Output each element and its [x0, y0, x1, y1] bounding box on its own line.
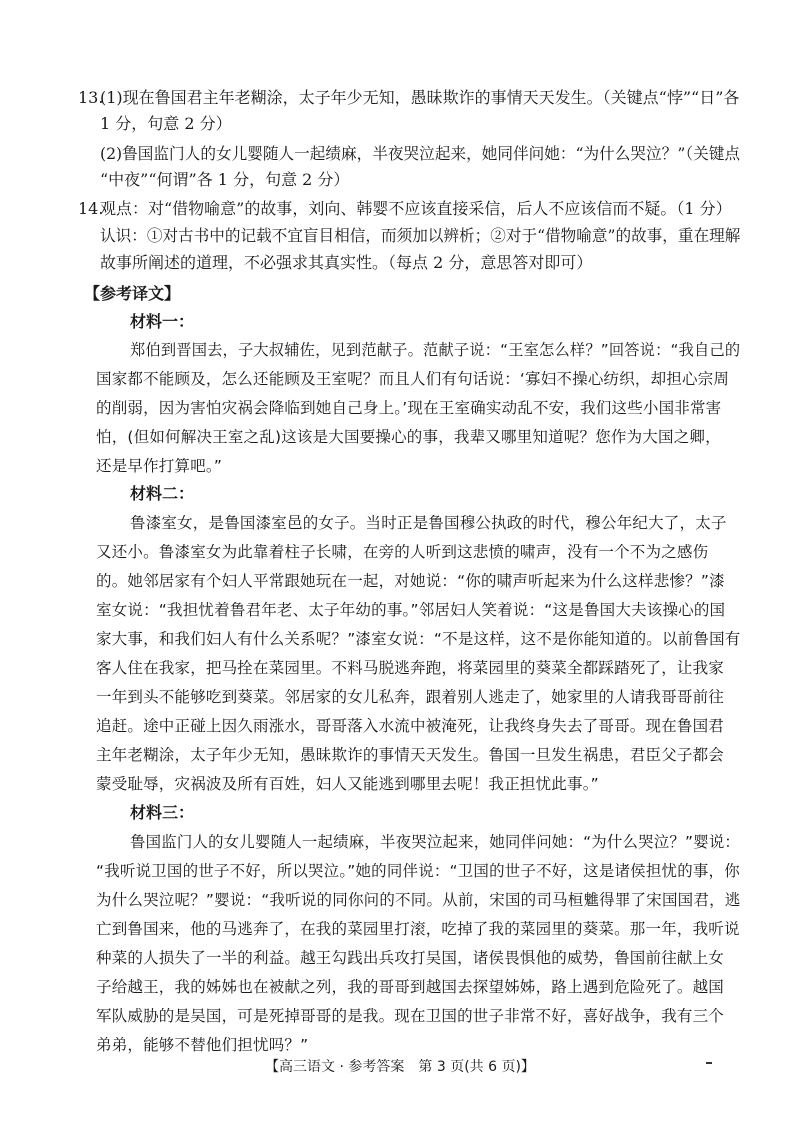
- material-2-line: 一年到头不能够吃到葵菜。邻居家的女儿私奔，跟着别人逃走了，她家里的人请我哥哥前往: [96, 688, 725, 706]
- q13-line-4: “中夜”“何谓”各 1 分，句意 2 分）: [100, 170, 350, 189]
- material-3-line: 为什么哭泣呢？”婴说：“我听说的同你问的不同。从前，宋国的司马桓魋得罪了宋国国君，逃: [96, 891, 741, 909]
- material-3-line: 鲁国监门人的女儿婴随人一起绩麻，半夜哭泣起来，她同伴问她：“为什么哭泣？”婴说：: [130, 833, 741, 851]
- q14-line-3: 故事所阐述的道理，不必强求其真实性。（每点 2 分，意思答对即可）: [100, 253, 593, 272]
- material-1-line: 的削弱，因为害怕灾祸会降临到她自己身上。’现在王室确实动乱不安，我们这些小国非常害: [96, 399, 722, 417]
- material-2-line: 室女说：“我担忧着鲁君年老、太子年幼的事。”邻居妇人笑着说：“这是鲁国大夫该操心的国: [96, 601, 726, 619]
- material-1-line: 怕，(但如何解决王室之乱)这该是大国要操心的事，我辈又哪里知道呢？您作为大国之卿，: [96, 428, 721, 446]
- material-2-line: 家大事，和我们妇人有什么关系呢？”漆室女说：“不是这样，这不是你能知道的。以前鲁国有: [96, 630, 741, 648]
- material-2-line: 的。她邻居家有个妇人平常跟她玩在一起，对她说：“你的啸声听起来为什么这样悲惨？”漆: [96, 572, 725, 590]
- material-3-line: 弟弟，能够不替他们担忧吗？”: [96, 1036, 309, 1054]
- q14-line-2: 认识：①对古书中的记载不宜盲目相信，而须加以辨析；②对于“借物喻意”的故事，重在理解: [100, 226, 741, 245]
- material-3-title: 材料三：: [130, 803, 195, 822]
- material-3-line: 军队威胁的是吴国，可是死掉哥哥的是我。现在卫国的世子非常不好，喜好战争，我有三个: [96, 1007, 725, 1025]
- material-1-line: 郑伯到晋国去，子大叔辅佐，见到范献子。范献子说：“王室怎么样？”回答说：“我自己的: [130, 341, 741, 359]
- q14-number: 14.: [78, 199, 104, 218]
- q13-line-3: (2)鲁国监门人的女儿婴随人一起绩麻，半夜哭泣起来，她同伴问她：“为什么哭泣？”（关键点: [100, 144, 741, 163]
- material-3-line: 亡到鲁国来，他的马逃奔了，在我的菜园里打滚，吃掉了我的菜园里的葵菜。那一年，我听说: [96, 920, 740, 938]
- material-2-line: 蒙受耻辱，灾祸波及所有百姓，妇人又能逃到哪里去呢！我正担忧此事。”: [96, 775, 599, 793]
- q14-line-1: 观点：对“借物喻意”的故事，刘向、韩婴不应该直接采信，后人不应该信而不疑。（1 分）: [100, 199, 732, 218]
- material-1-line: 还是早作打算吧。”: [96, 457, 223, 475]
- material-1-title: 材料一：: [130, 312, 195, 331]
- material-3-line: “我听说卫国的世子不好，所以哭泣。”她的同伴说：“卫国的世子不好，这是诸侯担忧的事，你: [96, 862, 740, 880]
- q13-line-2: 1 分，句意 2 分）: [100, 114, 232, 133]
- q13-line-1: (1)现在鲁国君主年老糊涂，太子年少无知，愚昧欺诈的事情天天发生。（关键点“悖”“日”各: [100, 88, 740, 107]
- material-2-line: 又还小。鲁漆室女为此靠着柱子长啸，在旁的人听到这悲愤的啸声，没有一个不为之感伤: [96, 543, 709, 561]
- corner-mark: [706, 1062, 712, 1064]
- material-1-line: 国家都不能顾及，怎么还能顾及王室呢？而且人们有句话说：‘寡妇不操心纺织，却担心宗周: [96, 370, 730, 388]
- translation-heading: 【参考译文】: [84, 284, 181, 303]
- material-2-line: 客人住在我家，把马拴在菜园里。不料马脱逃奔跑，将菜园里的葵菜全都踩踏死了，让我家: [96, 659, 725, 677]
- page-footer: 【高三语文 · 参考答案 第 3 页(共 6 页)】: [265, 1059, 535, 1075]
- material-3-line: 子给越王，我的姊姊也在被献之列，我的哥哥到越国去探望姊姊，路上遇到危险死了。越国: [96, 978, 725, 996]
- material-2-title: 材料二：: [130, 484, 195, 503]
- material-3-line: 种菜的人损失了一半的利益。越王勾践出兵攻打吴国，诸侯畏惧他的威势，鲁国前往献上女: [96, 949, 725, 967]
- material-2-line: 鲁漆室女，是鲁国漆室邑的女子。当时正是鲁国穆公执政的时代，穆公年纪大了，太子: [130, 514, 727, 532]
- material-2-line: 主年老糊涂，太子年少无知，愚昧欺诈的事情天天发生。鲁国一旦发生祸患，君臣父子都会: [96, 746, 725, 764]
- material-2-line: 追赶。途中正碰上因久雨涨水，哥哥落入水流中被淹死，让我终身失去了哥哥。现在鲁国君: [96, 717, 725, 735]
- q13-number: 13.: [78, 88, 104, 107]
